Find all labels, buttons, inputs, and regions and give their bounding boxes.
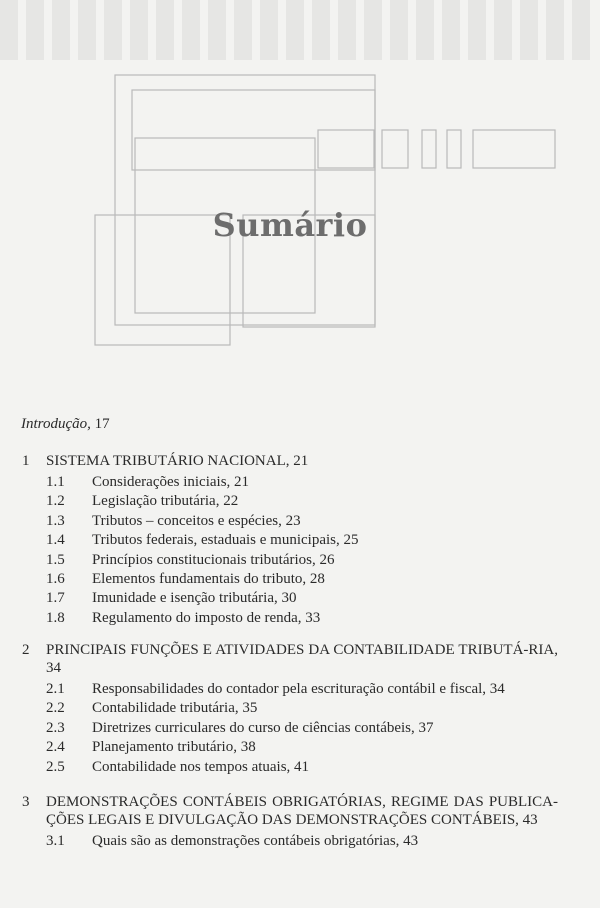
toc-section bbox=[0, 719, 600, 738]
chapter-number: 2 bbox=[22, 642, 30, 658]
chapter-number: 1 bbox=[22, 453, 30, 469]
introduction-page: 17 bbox=[94, 416, 110, 432]
section-number: 2.1 bbox=[46, 681, 65, 697]
section-title: Princípios constitucionais tributários, 26 bbox=[92, 551, 335, 568]
section-title: Tributos federais, estaduais e municipais, 25 bbox=[92, 532, 359, 549]
section-title: Planejamento tributário, 38 bbox=[92, 739, 256, 756]
toc-section bbox=[0, 531, 600, 550]
toc-section bbox=[0, 680, 600, 699]
toc-section bbox=[0, 492, 600, 511]
section-title: Contabilidade tributária, 35 bbox=[92, 700, 258, 717]
toc-section bbox=[0, 473, 600, 492]
toc-chapter-3 bbox=[0, 793, 600, 851]
toc-section bbox=[0, 832, 600, 851]
toc-section bbox=[0, 699, 600, 718]
decorative-frame-graphic bbox=[0, 0, 600, 380]
section-number: 1.7 bbox=[46, 590, 65, 607]
section-title: Elementos fundamentais do tributo, 28 bbox=[92, 571, 325, 588]
chapter-heading bbox=[0, 452, 600, 470]
toc-section bbox=[0, 570, 600, 589]
section-number: 3.1 bbox=[46, 833, 65, 849]
section-number: 1.5 bbox=[46, 551, 65, 568]
toc-section bbox=[0, 512, 600, 531]
section-number: 1.3 bbox=[46, 512, 65, 529]
chapter-number: 3 bbox=[22, 794, 30, 810]
section-title: Responsabilidades do contador pela escrituração contábil e fiscal, 34 bbox=[92, 681, 505, 697]
section-number: 1.4 bbox=[46, 532, 65, 549]
introduction-label: Introdução, bbox=[21, 416, 91, 432]
toc-chapter-2 bbox=[0, 641, 600, 777]
toc-introduction bbox=[21, 416, 110, 433]
toc-section bbox=[0, 738, 600, 757]
section-title: Regulamento do imposto de renda, 33 bbox=[92, 609, 321, 626]
section-title: Contabilidade nos tempos atuais, 41 bbox=[92, 758, 310, 775]
section-title: Diretrizes curriculares do curso de ciências contábeis, 37 bbox=[92, 719, 434, 736]
section-number: 1.6 bbox=[46, 571, 65, 588]
toc-section bbox=[0, 589, 600, 608]
section-number: 2.4 bbox=[46, 739, 65, 756]
section-title: Legislação tributária, 22 bbox=[92, 493, 239, 510]
section-number: 2.2 bbox=[46, 700, 65, 717]
chapter-title: PRINCIPAIS FUNÇÕES E ATIVIDADES DA CONTABILIDADE TRIBUTÁ-RIA, 34 bbox=[46, 642, 558, 676]
toc-section bbox=[0, 609, 600, 628]
section-number: 1.2 bbox=[46, 493, 65, 510]
chapter-title: DEMONSTRAÇÕES CONTÁBEIS OBRIGATÓRIAS, REGIME DAS PUBLICA-ÇÕES LEGAIS E DIVULGAÇÃO DAS DEMONSTRAÇÕES CONTÁBEIS, 43 bbox=[46, 794, 558, 828]
chapter-heading bbox=[0, 641, 600, 677]
section-title: Imunidade e isenção tributária, 30 bbox=[92, 590, 297, 607]
section-title: Tributos – conceitos e espécies, 23 bbox=[92, 512, 301, 529]
section-number: 2.3 bbox=[46, 719, 65, 736]
toc-chapter-1 bbox=[0, 452, 600, 628]
chapter-title: SISTEMA TRIBUTÁRIO NACIONAL, 21 bbox=[46, 453, 309, 469]
chapter-heading bbox=[0, 793, 600, 829]
section-number: 2.5 bbox=[46, 758, 65, 775]
section-title: Considerações iniciais, 21 bbox=[92, 474, 250, 490]
page-title: Sumário bbox=[212, 206, 368, 244]
section-number: 1.1 bbox=[46, 474, 65, 490]
section-title: Quais são as demonstrações contábeis obrigatórias, 43 bbox=[92, 833, 419, 849]
toc-section bbox=[0, 758, 600, 777]
section-number: 1.8 bbox=[46, 609, 65, 626]
toc-section bbox=[0, 551, 600, 570]
